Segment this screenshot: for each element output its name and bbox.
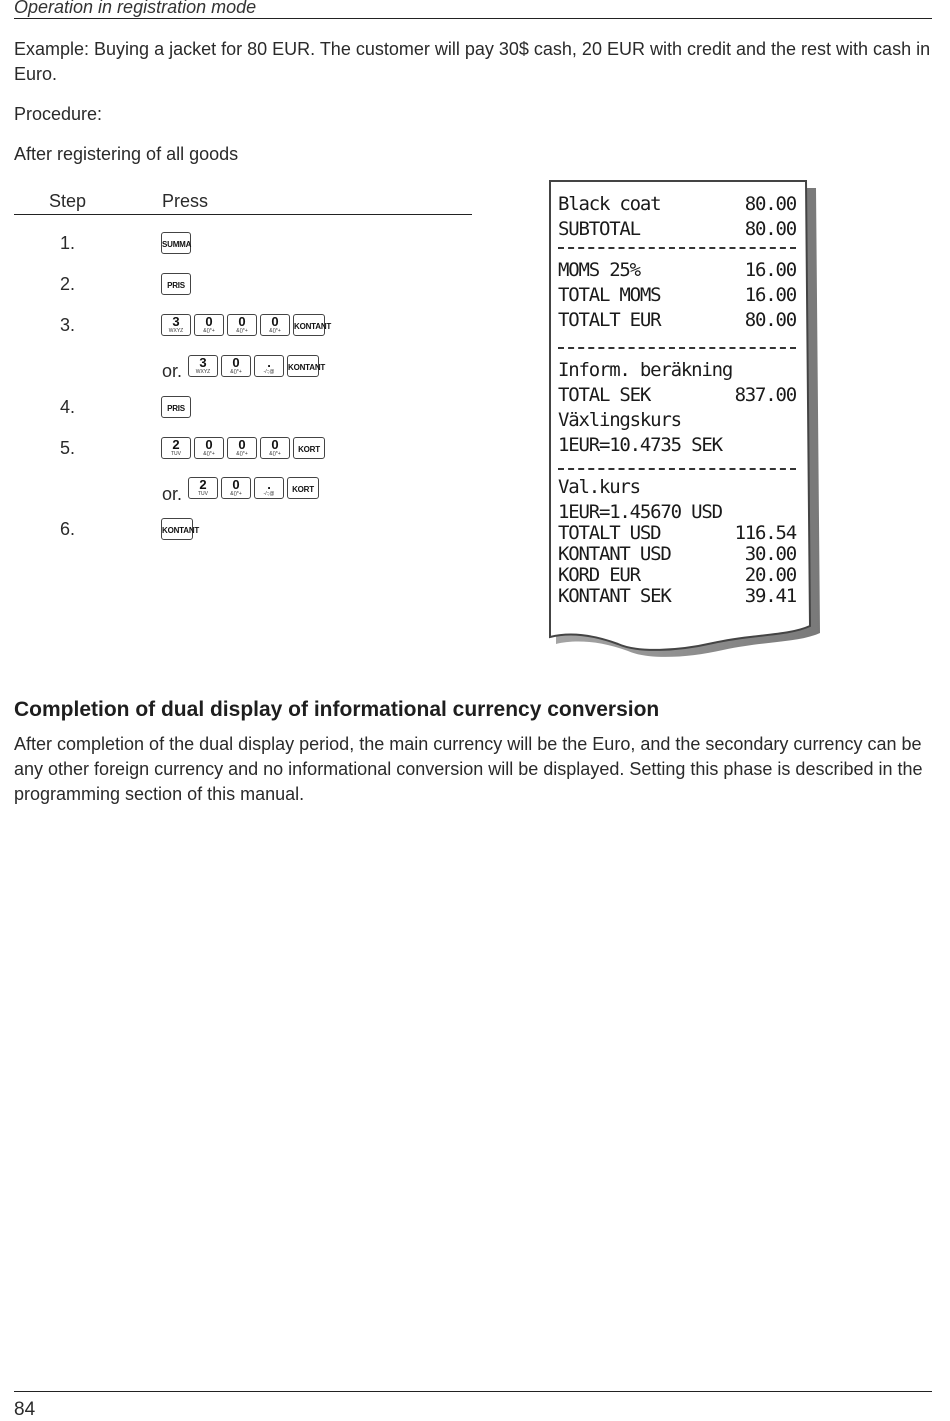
key-0[interactable]: 0 &()*+ — [194, 437, 224, 459]
press-column-header: Press — [162, 191, 209, 211]
key-0[interactable]: 0 &()*+ — [260, 437, 290, 459]
step-number-1: 1. — [60, 233, 76, 253]
receipt-line: TOTAL MOMS 16.00 — [558, 284, 796, 306]
kontant-key[interactable]: KONTANT — [161, 518, 193, 540]
step-3-alt-keys — [188, 355, 326, 377]
key-3[interactable]: 3 WXYZ — [161, 314, 191, 336]
key-2[interactable]: 2 TUV — [188, 477, 218, 499]
key-0[interactable]: 0 &()*+ — [221, 477, 251, 499]
example-paragraph: Example: Buying a jacket for 80 EUR. The customer will pay 30$ cash, 20 EUR with credit and the rest with cash in Euro. — [14, 39, 931, 84]
receipt-line: MOMS 25% 16.00 — [558, 259, 796, 281]
receipt-line: TOTALT EUR 80.00 — [558, 309, 796, 331]
key-0[interactable]: 0 &()*+ — [227, 437, 257, 459]
receipt-line: Växlingskurs — [558, 409, 681, 431]
step-number-2: 2. — [60, 274, 76, 294]
receipt-line: Inform. beräkning — [558, 359, 733, 381]
key-2[interactable]: 2 TUV — [161, 437, 191, 459]
key-3[interactable]: 3 WXYZ — [188, 355, 218, 377]
header-divider — [14, 18, 932, 19]
kontant-key[interactable]: KONTANT — [293, 314, 325, 336]
step-4-keys — [161, 396, 191, 418]
receipt-line: KORD EUR 20.00 — [558, 564, 796, 586]
receipt-line: KONTANT USD 30.00 — [558, 543, 796, 565]
table-header-divider — [14, 214, 472, 215]
footer-divider — [14, 1391, 932, 1392]
step-3-keys — [161, 314, 332, 336]
receipt-text — [558, 193, 798, 613]
step-column-header: Step — [49, 191, 87, 211]
step-6-keys — [161, 518, 200, 540]
step-1-keys — [161, 232, 191, 254]
step-2-keys — [161, 273, 191, 295]
step-5-alt-keys — [188, 477, 319, 499]
summa-key[interactable]: SUMMA — [161, 232, 191, 254]
kontant-key[interactable]: KONTANT — [287, 355, 319, 377]
pris-key[interactable]: PRIS — [161, 273, 191, 295]
receipt-line: TOTAL SEK 837.00 — [558, 384, 796, 406]
procedure-label: Procedure: — [14, 104, 103, 124]
key-decimal[interactable]: . -/:;@ — [254, 477, 284, 499]
step-number-5: 5. — [60, 438, 76, 458]
receipt-separator — [558, 247, 796, 259]
key-0[interactable]: 0 &()*+ — [194, 314, 224, 336]
key-decimal[interactable]: . -/:;@ — [254, 355, 284, 377]
receipt-line: Val.kurs — [558, 476, 640, 498]
receipt-line: SUBTOTAL 80.00 — [558, 218, 796, 240]
key-0[interactable]: 0 &()*+ — [221, 355, 251, 377]
page-number: 84 — [14, 1399, 36, 1420]
step-number-4: 4. — [60, 397, 76, 417]
step-number-6: 6. — [60, 519, 76, 539]
receipt-line: TOTALT USD 116.54 — [558, 522, 796, 544]
receipt-line: 1EUR=10.4735 SEK — [558, 434, 722, 456]
section-heading: Completion of dual display of informational currency conversion — [14, 698, 660, 721]
pris-key[interactable]: PRIS — [161, 396, 191, 418]
kort-key[interactable]: KORT — [293, 437, 325, 459]
section-body: After completion of the dual display period, the main currency will be the Euro, and the secondary currency can be any other foreign currency and no informational conversion will be displayed. Setting this phase is described in the programming section of this manual. — [14, 734, 923, 804]
or-label: or. — [162, 484, 183, 504]
step-5-keys — [161, 437, 325, 459]
step-number-3: 3. — [60, 315, 76, 335]
key-0[interactable]: 0 &()*+ — [260, 314, 290, 336]
page-header-title: Operation in registration mode — [14, 0, 257, 17]
receipt-line: 1EUR=1.45670 USD — [558, 501, 722, 523]
key-0[interactable]: 0 &()*+ — [227, 314, 257, 336]
kort-key[interactable]: KORT — [287, 477, 319, 499]
or-label: or. — [162, 361, 183, 381]
after-goods-text: After registering of all goods — [14, 144, 239, 164]
receipt-line: KONTANT SEK 39.41 — [558, 585, 796, 607]
receipt-line: Black coat 80.00 — [558, 193, 796, 215]
receipt-separator — [558, 347, 796, 359]
